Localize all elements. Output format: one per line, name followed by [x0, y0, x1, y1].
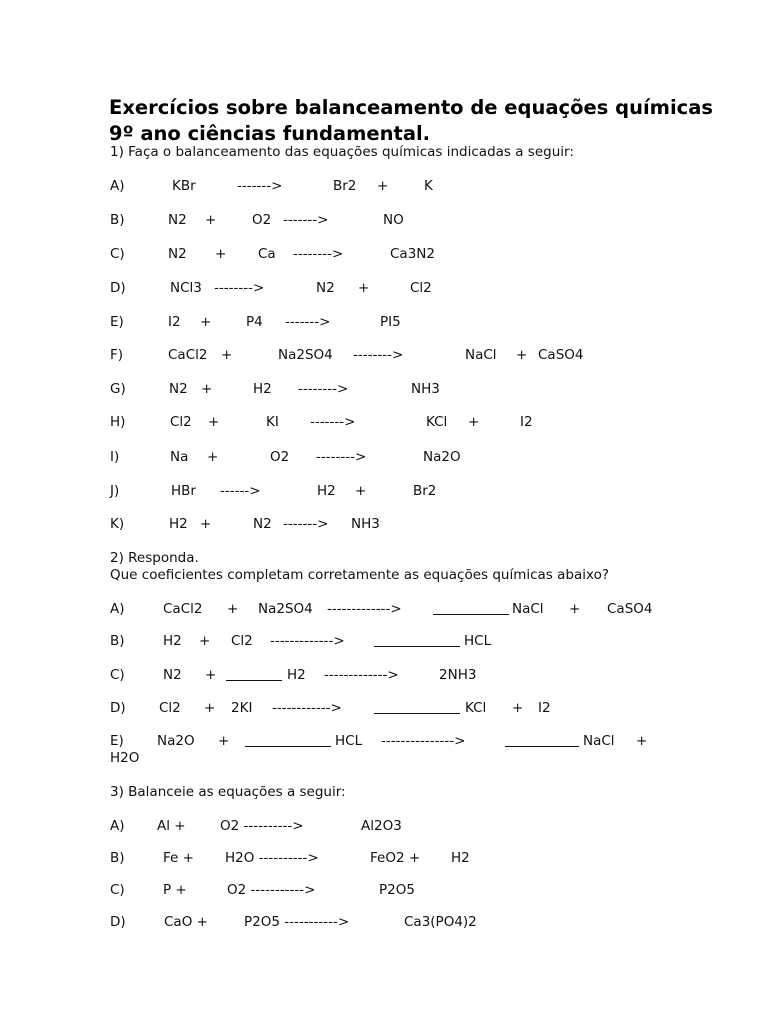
equation-term: NaCl: [465, 347, 497, 363]
equation-term: P +: [163, 882, 187, 898]
item-label: B): [110, 633, 125, 649]
equation-term: Al +: [157, 818, 186, 834]
equation-term: Br2: [413, 483, 437, 499]
plus-sign: +: [205, 667, 217, 683]
equation-term: Al2O3: [361, 818, 402, 834]
equation-term: N2: [168, 246, 187, 262]
formula: H2: [163, 633, 182, 649]
equation-term: +: [208, 414, 220, 430]
equation-term: H2: [451, 850, 470, 866]
equation-term: +: [205, 212, 217, 228]
item-label: H): [110, 414, 126, 430]
equation-term: NCl3: [170, 280, 202, 296]
equation-term: ------->: [283, 516, 329, 532]
equation-row: [0, 914, 560, 930]
item-label: D): [110, 280, 126, 296]
formula: CaSO4: [607, 601, 653, 617]
equation-term: +: [215, 246, 227, 262]
equation-term: +: [358, 280, 370, 296]
item-label: A): [110, 818, 125, 834]
formula-wrapped: H2O: [110, 750, 140, 766]
equation-term: N2: [253, 516, 272, 532]
equation-term: Ca: [258, 246, 276, 262]
equation-term: O2: [252, 212, 272, 228]
formula: NaCl: [583, 733, 615, 749]
equation-term: NH3: [411, 381, 440, 397]
equation-term: -------->: [293, 246, 344, 262]
equation-term: +: [200, 516, 212, 532]
item-label: A): [110, 601, 125, 617]
title-line-1: Exercícios sobre balanceamento de equações químicas: [109, 96, 713, 119]
equation-row: [0, 414, 560, 430]
s2-item-e: [0, 733, 700, 749]
section-1-heading: 1) Faça o balanceamento das equações químicas indicadas a seguir:: [110, 144, 574, 160]
equation-term: H2: [253, 381, 272, 397]
item-label: I): [110, 449, 120, 465]
plus-sign: +: [569, 601, 581, 617]
equation-term: I2: [168, 314, 181, 330]
formula: H2: [287, 667, 306, 683]
equation-term: +: [355, 483, 367, 499]
equation-term: O2 ---------->: [220, 818, 304, 834]
equation-term: +: [516, 347, 528, 363]
arrow: ------------>: [272, 700, 342, 716]
item-label: A): [110, 178, 125, 194]
plus-sign: +: [218, 733, 230, 749]
equation-term: Na2SO4: [278, 347, 333, 363]
arrow: --------------->: [381, 733, 466, 749]
equation-row: [0, 381, 560, 397]
equation-term: PI5: [380, 314, 401, 330]
arrow: ------------->: [270, 633, 345, 649]
equation-term: +: [201, 381, 213, 397]
equation-row: [0, 516, 560, 532]
section-3-heading: 3) Balanceie as equações a seguir:: [110, 784, 346, 800]
answer-blank[interactable]: [374, 633, 460, 651]
equation-term: K: [424, 178, 433, 194]
equation-row: [0, 818, 560, 834]
equation-term: ------>: [220, 483, 261, 499]
equation-term: ------->: [285, 314, 331, 330]
equation-term: O2: [270, 449, 290, 465]
formula: I2: [538, 700, 551, 716]
equation-term: H2: [169, 516, 188, 532]
equation-term: +: [200, 314, 212, 330]
equation-term: N2: [169, 381, 188, 397]
equation-term: -------->: [353, 347, 404, 363]
equation-term: -------->: [298, 381, 349, 397]
equation-term: P2O5 ----------->: [244, 914, 350, 930]
formula: 2NH3: [439, 667, 477, 683]
equation-term: ------->: [283, 212, 329, 228]
plus-sign: +: [227, 601, 239, 617]
equation-term: -------->: [214, 280, 265, 296]
item-label: B): [110, 850, 125, 866]
equation-term: Na2O: [423, 449, 461, 465]
formula: 2KI: [231, 700, 253, 716]
formula: KCl: [465, 700, 487, 716]
equation-term: N2: [168, 212, 187, 228]
plus-sign: +: [199, 633, 211, 649]
item-label: E): [110, 314, 124, 330]
answer-blank[interactable]: [374, 700, 460, 718]
equation-term: H2: [317, 483, 336, 499]
formula: N2: [163, 667, 182, 683]
equation-term: Na: [170, 449, 189, 465]
equation-term: HBr: [171, 483, 196, 499]
equation-row: [0, 212, 560, 228]
equation-term: P2O5: [379, 882, 415, 898]
plus-sign: +: [512, 700, 524, 716]
equation-term: Ca3(PO4)2: [404, 914, 477, 930]
formula: HCL: [335, 733, 363, 749]
equation-term: O2 ----------->: [227, 882, 316, 898]
item-label: J): [110, 483, 120, 499]
equation-term: KCl: [426, 414, 448, 430]
formula: Cl2: [159, 700, 181, 716]
item-label: E): [110, 733, 124, 749]
title-line-2: 9º ano ciências fundamental.: [109, 122, 431, 145]
equation-term: +: [221, 347, 233, 363]
equation-row: [0, 449, 560, 465]
item-label: K): [110, 516, 125, 532]
worksheet-title: [109, 95, 713, 147]
equation-term: N2: [316, 280, 335, 296]
item-label: C): [110, 882, 125, 898]
item-label: F): [110, 347, 124, 363]
equation-term: Br2: [333, 178, 357, 194]
formula: NaCl: [512, 601, 544, 617]
equation-row: [0, 178, 560, 194]
equation-term: CaO +: [164, 914, 208, 930]
plus-sign: +: [636, 733, 648, 749]
equation-row: [0, 347, 584, 363]
item-label: D): [110, 914, 126, 930]
equation-term: NO: [383, 212, 404, 228]
item-label: G): [110, 381, 126, 397]
equation-row: [0, 882, 560, 898]
s2-item-d: [0, 700, 560, 716]
equation-term: CaSO4: [538, 347, 584, 363]
formula: HCL: [464, 633, 492, 649]
equation-term: KBr: [172, 178, 196, 194]
item-label: C): [110, 667, 125, 683]
equation-term: ------->: [310, 414, 356, 430]
answer-blank[interactable]: [433, 601, 509, 619]
equation-term: I2: [520, 414, 533, 430]
answer-blank[interactable]: [245, 733, 331, 751]
equation-term: +: [377, 178, 389, 194]
answer-blank[interactable]: [226, 667, 282, 685]
equation-row: [0, 850, 560, 866]
equation-term: +: [207, 449, 219, 465]
equation-row: [0, 246, 560, 262]
s2-item-a: [0, 601, 653, 617]
equation-row: [0, 483, 560, 499]
equation-term: P4: [246, 314, 263, 330]
s2-item-b: [0, 633, 560, 649]
item-label: B): [110, 212, 125, 228]
section-2-heading: 2) Responda.: [110, 550, 199, 566]
s2-item-c: [0, 667, 560, 683]
equation-term: Ca3N2: [390, 246, 435, 262]
equation-term: +: [468, 414, 480, 430]
plus-sign: +: [204, 700, 216, 716]
section-2-question: Que coeficientes completam corretamente as equações químicas abaixo?: [110, 567, 609, 583]
formula: Na2SO4: [258, 601, 313, 617]
equation-term: Cl2: [170, 414, 192, 430]
equation-term: KI: [266, 414, 279, 430]
arrow: ------------->: [324, 667, 399, 683]
formula: Cl2: [231, 633, 253, 649]
equation-term: CaCl2: [168, 347, 208, 363]
equation-term: H2O ---------->: [225, 850, 319, 866]
equation-row: [0, 314, 560, 330]
item-label: C): [110, 246, 125, 262]
arrow: ------------->: [327, 601, 402, 617]
equation-term: NH3: [351, 516, 380, 532]
formula: Na2O: [157, 733, 195, 749]
equation-term: -------->: [316, 449, 367, 465]
equation-term: Cl2: [410, 280, 432, 296]
formula: CaCl2: [163, 601, 203, 617]
answer-blank[interactable]: [505, 733, 579, 751]
equation-row: [0, 280, 560, 296]
item-label: D): [110, 700, 126, 716]
equation-term: Fe +: [163, 850, 194, 866]
equation-term: FeO2 +: [370, 850, 421, 866]
equation-term: ------->: [237, 178, 283, 194]
